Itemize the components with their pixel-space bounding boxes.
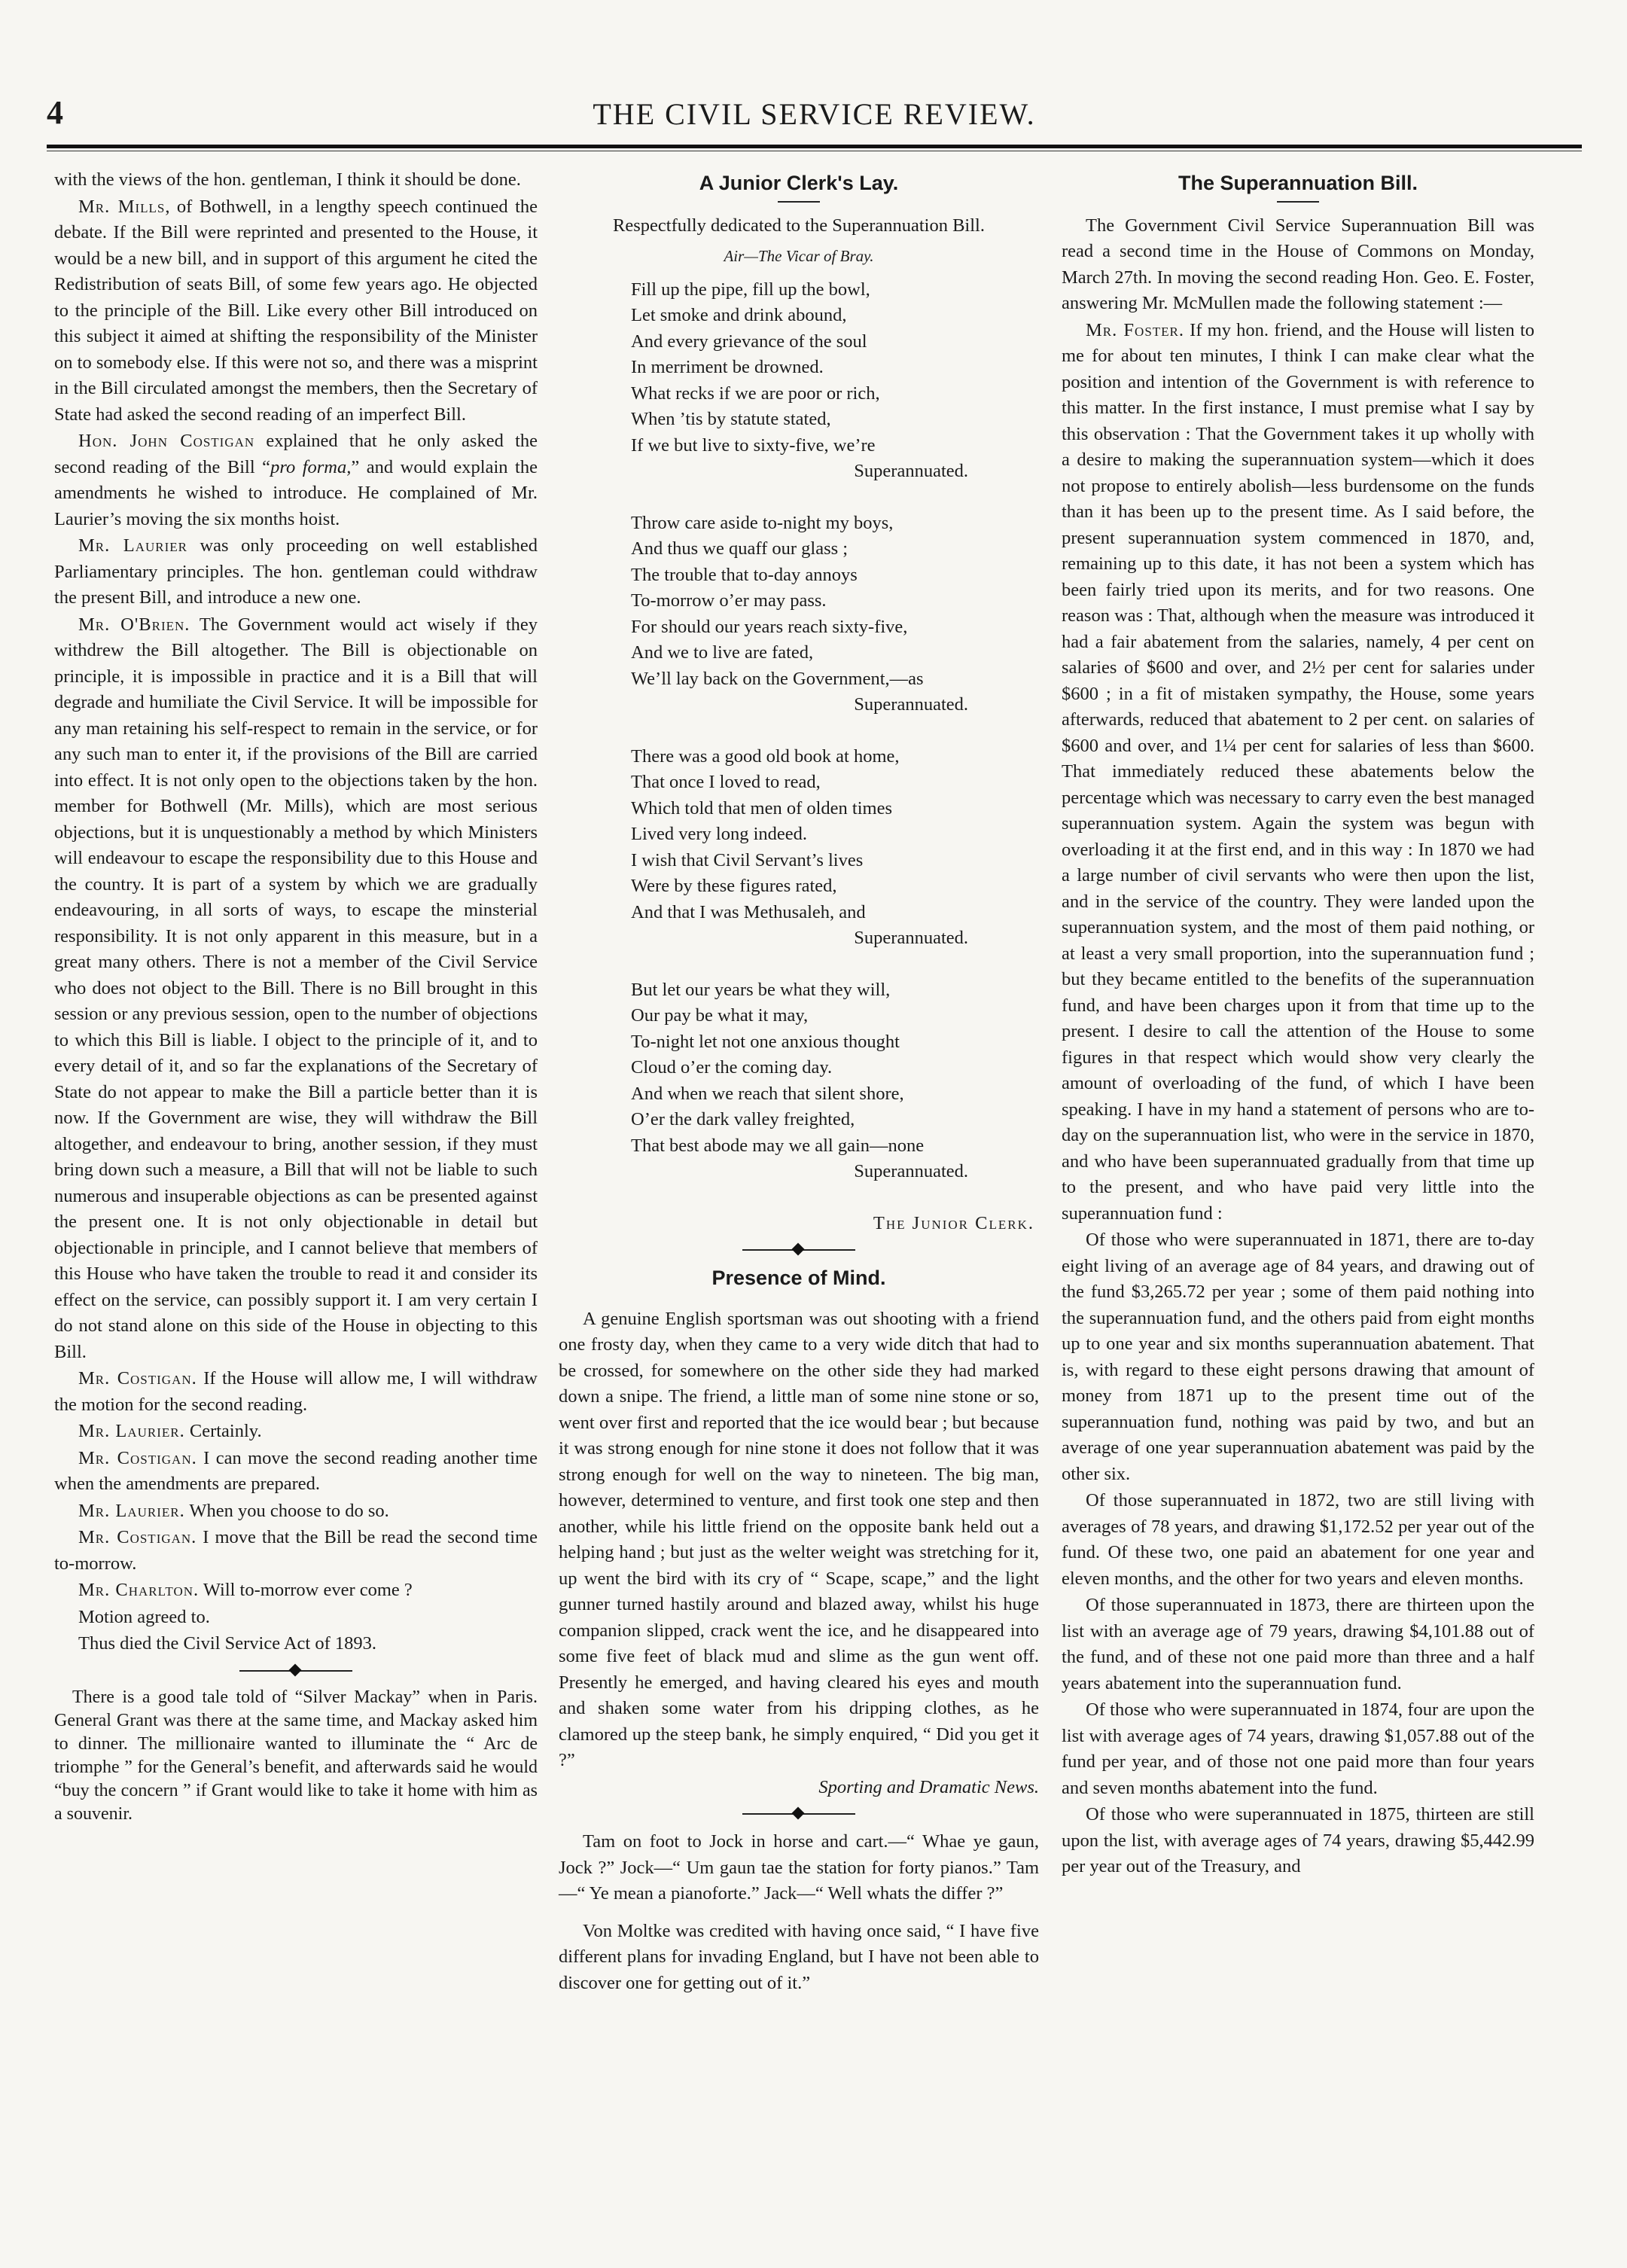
story-source: Sporting and Dramatic News. xyxy=(818,1776,1039,1797)
page-number: 4 xyxy=(47,94,63,131)
story-text: A genuine English sportsman was out shooting with a friend one frosty day, when they came to a very wide ditch that had to be crossed, for somewhere on the other side they had marked down a snipe. The friend, a little man of some nine stone or so, went over first and reported that the ice would bear ; but because it was strong enough for nine stone it does not follow that it was strong enough for well on the way to nineteen. The big man, however, determined to venture, and first took one step and then another, while his little friend on the opposite bank held out a helping hand ; but just as the welter weight was stretching for it, up went the bird with its cry of “ Scape, scape,” and the light gunner turned hastily around and blazed away, whilst his huge companion slipped, crack went the ice, and he disappeared into some five feet of black mud and slime as the gun went off. Presently he emerged, and having cleared his eyes and mouth and shaken some water from his dripping clothes, as he clamored up the steep bank, he simply enquired, “ Did you get it ?” xyxy=(559,1308,1039,1770)
poem-stanza xyxy=(631,277,1039,485)
journal-title: THE CIVIL SERVICE REVIEW. xyxy=(593,97,1036,131)
speech-text: If my hon. friend, and the House will listen to me for about ten minutes, I think I can make clear what the position and intention of the Government is with reference to this matter. In the first instance, I must premise what I say by this observation : That the Government takes it up wholly with a desire to making the superannuation system—which it does not propose to entirely abolish—less burdensome on the funds than it has been up to the present time. As I said before, the present superannuation system commenced in 1870, and, remaining up to this date, it has not been a system which has been fairly tried upon its merits, and for two reasons. One reason was : That, although when the measure was introduced it had a fair abatement from the salaries, namely, 4 per cent on salaries of $600 and over, and 2½ per cent for salaries under $600 ; in a fit of mistaken sympathy, the House, some years afterwards, reduced that abatement to 2 per cent. on salaries of $600 and over, and 1¼ per cent for salaries of less than $600. That immediately reduced these abatements below the percentage which was necessary to carry even the best managed superannuation system. Again the system was begun with overloading it at the first end, and in this way : In 1870 we had a large number of civil servants who were then upon the list, and in the service of the country. They were landed upon the superannuation system, and the most of them paid nothing, or at least a very small proportion, into the superannuation fund ; but they became entitled to the benefits of the superannuation fund, and have been charges upon it from that time up to the present. I desire to call the attention of the House to some figures in that respect which would show very clearly the amount of overloading of the fund, of which I have been speaking. I have in my hand a statement of persons who are to-day on the superannuation list, who were in the service in 1870, and who have been superannuated gradually from that time up to the present, and who have paid very little into the superannuation fund : xyxy=(1062,319,1535,1224)
section-divider xyxy=(742,1242,855,1257)
paragraph: Of those who were superannuated in 1875, thirteen are still upon the list, with average ages of 74 years, drawing $5,442.99 per year out of the Treasury, and xyxy=(1062,1804,1534,1876)
poem-line: And thus we quaff our glass ; xyxy=(631,538,849,559)
speaker-name: Mr. Charlton. xyxy=(78,1580,200,1600)
air-note: Air—The Vicar of Bray. xyxy=(724,247,874,265)
paragraph xyxy=(54,194,538,428)
column-3 xyxy=(1062,167,1534,1881)
paragraph: Of those superannuated in 1872, two are still living with averages of 78 years, and drawing $1,172.52 per year out of the fund. Of these two, one paid an abatement for one year and eleven months, and the other for two years and eleven months. xyxy=(1062,1490,1534,1589)
speaker-name: Mr. Laurier xyxy=(78,535,187,556)
article-title: The Superannuation Bill. xyxy=(1178,172,1418,194)
joke-text: Tam on foot to Jock in horse and cart.—“ Whae ye gaun, Jock ?” Jock—“ Um gaun tae the station for forty pianos.” Tam—“ Ye mean a pianoforte.” Jack—“ Well whats the differ ?” xyxy=(559,1831,1039,1904)
speech-text: I can move the second reading another time when the amendments are prepared. xyxy=(54,1447,538,1494)
poem-line: Lived very long indeed. xyxy=(631,824,808,844)
paragraph xyxy=(54,1578,538,1604)
speaker-name: Mr. Costigan. xyxy=(78,1447,197,1468)
paragraph: Thus died the Civil Service Act of 1893. xyxy=(78,1633,377,1654)
speech-text: was only proceeding on well established Parliamentary principles. The hon. gentleman could withdraw the present Bill, and introduce a new one. xyxy=(54,535,538,608)
header-rule xyxy=(47,145,1582,151)
poem-line: What recks if we are poor or rich, xyxy=(631,383,880,404)
poem-stanza xyxy=(631,511,1039,718)
speaker-name: Mr. Foster. xyxy=(1086,319,1185,340)
poem-line: When ’tis by statute stated, xyxy=(631,409,831,429)
paragraph xyxy=(1062,318,1534,1227)
poem-line: Let smoke and drink abound, xyxy=(631,305,847,325)
poem-stanzas xyxy=(559,277,1039,1185)
paragraph: Motion agreed to. xyxy=(78,1606,210,1627)
poem-line: If we but live to sixty-five, we’re xyxy=(631,434,876,456)
poem-line: To-night let not one anxious thought xyxy=(631,1031,900,1052)
poem-line: Our pay be what it may, xyxy=(631,1005,809,1026)
speech-text: explained that he only asked the second reading of the Bill “ xyxy=(54,431,538,477)
speaker-name: Mr. Mills xyxy=(78,196,166,217)
anecdote: There is a good tale told of “Silver Mackay” when in Paris. General Grant was there at the same time, and Mackay asked him to dinner. The millionaire wanted to illuminate the “ Arc de triomphe ” for the General’s benefit, and afterwards said he would “buy the concern ” if Grant would like to take it home with him as a souvenir. xyxy=(54,1687,538,1824)
poem-line: But let our years be what they will, xyxy=(631,979,891,1000)
poem-title: A Junior Clerk's Lay. xyxy=(699,172,899,194)
joke-text: Von Moltke was credited with having once said, “ I have five different plans for invading England, but I have not been able to discover one for getting out of it.” xyxy=(559,1920,1039,1993)
poem-line: O’er the dark valley freighted, xyxy=(631,1109,855,1129)
poem-refrain: Superannuated. xyxy=(854,928,968,948)
poem-line: And every grievance of the soul xyxy=(631,331,867,352)
paragraph: Of those superannuated in 1873, there are thirteen upon the list with an average age of 79 years, drawing $4,101.88 out of the fund, and of these not one paid more than three and a half years abatement into the superannuation fund. xyxy=(1062,1595,1534,1693)
paragraph: The Government Civil Service Superannuation Bill was read a second time in the House of Commons on Monday, March 27th. In moving the second reading Hon. Geo. E. Foster, answering Mr. McMullen made the following statement :— xyxy=(1062,215,1534,313)
poem-line: There was a good old book at home, xyxy=(631,745,900,767)
speech-text: I move that the Bill be read the second time to-morrow. xyxy=(54,1527,538,1574)
title-rule xyxy=(778,201,820,203)
poem-refrain: Superannuated. xyxy=(854,1161,968,1181)
speech-text: The Government would act wisely if they withdrew the Bill altogether. The Bill is objectionable on principle, it is impossible in practice and it is a Bill that will degrade and humiliate the Civil Service. It will be impossible for any man retaining his self-respect to remain in the service, or for any such man to enter it, if the provisions of the Bill are carried into effect. It is not only open to the objections taken by the hon. member for Bothwell (Mr. Mills), which are most serious objections, but it is unquestionably a method by which Ministers will endeavour to escape the responsibility due to this House and the country. It is part of a system by which we are gradually endeavouring, in all sorts of ways, to escape the minsterial responsibility. It is not only apparent in this measure, but in a great many others. There is not a member of the Civil Service who does not object to the Bill. There is no Bill brought in this session or any previous session, open to the number of objections to which this Bill is liable. I object to the principle of it, and to every detail of it, and so far the explanations of the Secretary of State do not appear to make the Bill a particle better than it is now. If the Government are wise, they will withdraw the Bill altogether, and endeavour to bring, another session, if they must bring down such a measure, a Bill that will not be liable to such numerous and insuperable objections as can be presented against the present one. It is not only objectionable in detail but objectionable in principle, and I cannot believe that members of this House who have taken the trouble to read it and consider its effect on the service, can possibly support it. I am very certain I do not stand alone on this side of the House in objecting to this Bill. xyxy=(54,614,538,1362)
speaker-name: Mr. Laurier. xyxy=(78,1421,185,1441)
paragraph xyxy=(54,1525,538,1577)
speaker-name: Mr. Costigan. xyxy=(78,1527,197,1547)
poem-line: Which told that men of olden times xyxy=(631,797,893,818)
speaker-name: Mr. O'Brien. xyxy=(78,614,190,635)
poem-refrain: Superannuated. xyxy=(854,694,968,715)
paragraph xyxy=(54,1446,538,1498)
speech-text: ” and would explain the amendments he wished to introduce. He complained of Mr. Laurier’s moving the six months hoist. xyxy=(54,456,538,529)
poem-line: That best abode may we all gain—none xyxy=(631,1135,925,1156)
column-2 xyxy=(559,167,1039,1997)
poem-line: The trouble that to-day annoys xyxy=(631,564,858,585)
title-rule xyxy=(1277,201,1319,203)
paragraph xyxy=(54,428,538,532)
speech-text: Will to-morrow ever come ? xyxy=(199,1580,413,1600)
poem-line: And that I was Methusaleh, and xyxy=(631,901,866,922)
poem-line: Throw care aside to-night my boys, xyxy=(631,512,894,533)
paragraph xyxy=(54,1498,538,1525)
section-divider xyxy=(742,1806,855,1821)
column-1 xyxy=(54,167,538,1827)
section-divider xyxy=(239,1663,352,1678)
paragraph: Of those who were superannuated in 1871, there are to-day eight living of an average age of 84 years, and drawing out of the fund $3,265.72 per year ; some of them paid nothing into the superannuation fund, and the others paid from eight months up to one year and six months superannuation abatement. That is, with regard to these eight persons drawing that amount of money from 1871 up to the present time out of the superannuation fund, nothing was paid by two, and but an average of one year superannuation abatement was paid by the other six. xyxy=(1062,1230,1534,1484)
speech-text: Certainly. xyxy=(184,1421,262,1441)
poem-line: That once I loved to read, xyxy=(631,772,821,792)
speech-text: If the House will allow me, I will withdraw the motion for the second reading. xyxy=(54,1368,538,1415)
poem-line: To-morrow o’er may pass. xyxy=(631,590,827,611)
poem-line: Were by these figures rated, xyxy=(631,876,837,896)
poem-line: And we to live are fated, xyxy=(631,642,814,663)
poem-line: Fill up the pipe, fill up the bowl, xyxy=(631,279,870,300)
masthead xyxy=(47,89,1582,142)
paragraph xyxy=(54,1366,538,1418)
speech-text: When you choose to do so. xyxy=(184,1500,389,1521)
poem-refrain: Superannuated. xyxy=(854,461,968,481)
paragraph xyxy=(54,612,538,1366)
poem-line: In merriment be drowned. xyxy=(631,357,824,377)
speech-text: , of Bothwell, in a lengthy speech continued the debate. If the Bill were reprinted and presented to the House, it would be a new bill, and in support of this argument he cited the Redistribution of seats Bill, of some few years ago. He objected to the principle of the Bill. Like every other Bill introduced on this subject it aimed at shifting the responsibility of the Minister on to somebody else. If this were not so, and there was a misprint in the Bill circulated amongst the members, then the Secretary of State had asked the second reading of an imperfect Bill. xyxy=(54,196,538,425)
poem-line: And when we reach that silent shore, xyxy=(631,1083,904,1104)
story-title: Presence of Mind. xyxy=(711,1267,886,1289)
poem-line: We’ll lay back on the Government,—as xyxy=(631,668,924,689)
speaker-name: Mr. Costigan. xyxy=(78,1368,197,1389)
poem-line: For should our years reach sixty-five, xyxy=(631,616,908,637)
poem-stanza xyxy=(631,744,1039,952)
poem-line: Cloud o’er the coming day. xyxy=(631,1057,833,1078)
paragraph xyxy=(54,1419,538,1445)
paragraph: Of those who were superannuated in 1874, four are upon the list with average ages of 74 years, drawing $1,057.88 out of the fund per year, and of those not one paid more than four years and seven months abatement into the fund. xyxy=(1062,1699,1534,1798)
poem-line: I wish that Civil Servant’s lives xyxy=(631,849,864,870)
paragraph xyxy=(54,533,538,611)
paragraph: with the views of the hon. gentleman, I think it should be done. xyxy=(54,169,521,190)
dedication: Respectfully dedicated to the Superannuation Bill. xyxy=(613,215,985,236)
speaker-name: Mr. Laurier. xyxy=(78,1500,185,1521)
speaker-name: Hon. John Costigan xyxy=(78,431,255,451)
poem-signature: The Junior Clerk. xyxy=(873,1212,1034,1233)
poem-stanza xyxy=(631,977,1039,1185)
italic-phrase: pro forma, xyxy=(270,456,352,477)
